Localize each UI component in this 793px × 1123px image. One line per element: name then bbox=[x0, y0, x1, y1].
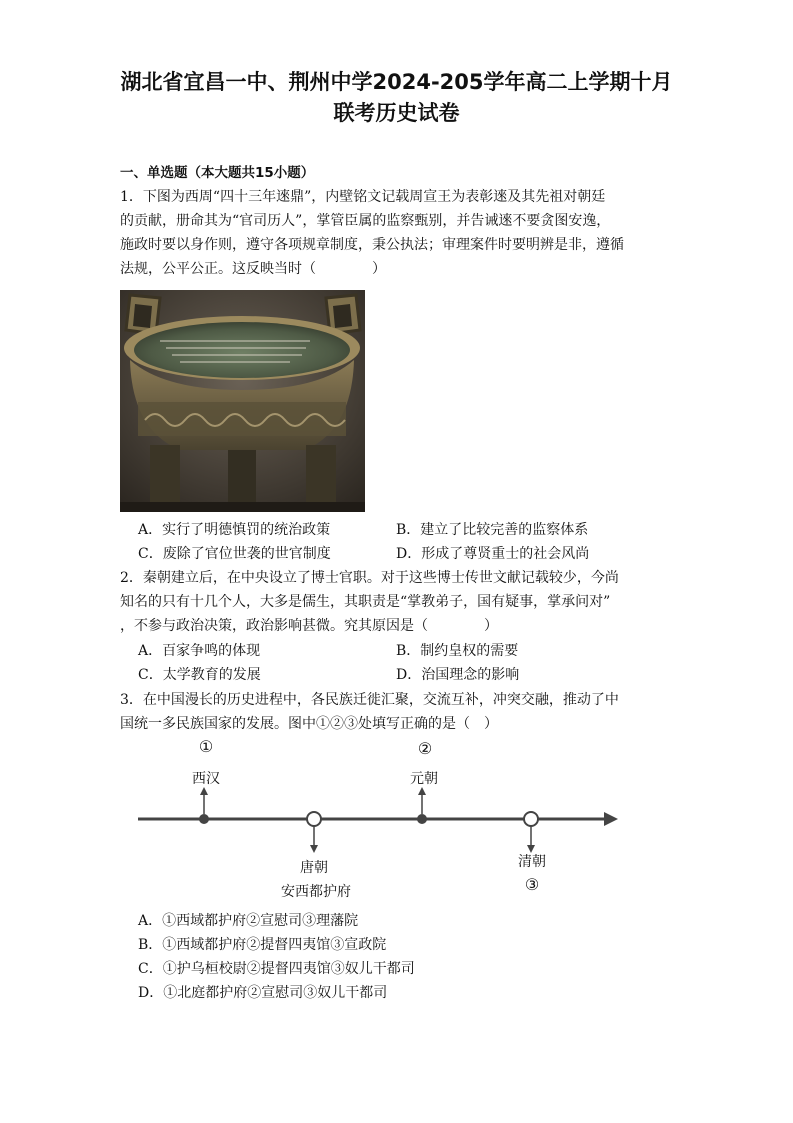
exam-title-line1: 湖北省宜昌一中、荆州中学2024-205学年高二上学期十月 bbox=[120, 70, 673, 94]
timeline-marker-1: ① bbox=[198, 737, 214, 756]
question-3-line: 3．在中国漫长的历史进程中，各民族迁徙汇聚，交流互补，冲突交融，推动了中 bbox=[120, 692, 619, 708]
timeline-arrowhead bbox=[604, 812, 618, 826]
timeline-label-anxi: 安西都护府 bbox=[281, 884, 351, 900]
bronze-ding-photo bbox=[120, 290, 365, 512]
timeline-label-xihan: 西汉 bbox=[192, 771, 220, 787]
question-2-line: ，不参与政治决策，政治影响甚微。究其原因是（ ） bbox=[120, 618, 498, 634]
timeline-dot-xihan bbox=[199, 814, 209, 824]
up-arrow-icon bbox=[200, 787, 208, 795]
timeline-circle-qing bbox=[524, 812, 538, 826]
question-1-line: 施政时要以身作则，遵守各项规章制度，秉公执法；审理案件时要明辨是非，遵循 bbox=[120, 237, 624, 253]
up-arrow-icon bbox=[418, 787, 426, 795]
question-2-option-b[interactable]: B．制约皇权的需要 bbox=[396, 643, 519, 659]
question-3-line: 国统一多民族国家的发展。图中①②③处填写正确的是（ ） bbox=[120, 716, 498, 732]
question-1-option-c[interactable]: C．废除了官位世袭的世官制度 bbox=[138, 546, 331, 562]
question-2-option-d[interactable]: D．治国理念的影响 bbox=[396, 667, 520, 683]
question-1-option-b[interactable]: B．建立了比较完善的监察体系 bbox=[396, 522, 589, 538]
down-arrow-icon bbox=[310, 845, 318, 853]
timeline-label-qing: 清朝 bbox=[518, 854, 546, 870]
question-3-option-b[interactable]: B．①西域都护府②提督四夷馆③宣政院 bbox=[138, 937, 387, 953]
timeline-marker-3: ③ bbox=[524, 875, 540, 894]
question-2-line: 知名的只有十几个人，大多是儒生，其职责是“掌教弟子，国有疑事，掌承问对” bbox=[120, 594, 611, 610]
question-1-line: 法规，公平公正。这反映当时（ ） bbox=[120, 261, 386, 277]
timeline-circle-tang bbox=[307, 812, 321, 826]
dynasty-timeline bbox=[120, 735, 640, 905]
section-heading: 一、单选题（本大题共15小题） bbox=[120, 165, 315, 181]
timeline-drawing bbox=[120, 735, 640, 905]
question-1-option-a[interactable]: A．实行了明德慎罚的统治政策 bbox=[138, 522, 331, 538]
question-2-option-a[interactable]: A．百家争鸣的体现 bbox=[138, 643, 261, 659]
question-3-stem bbox=[120, 688, 680, 736]
question-2-option-c[interactable]: C．太学教育的发展 bbox=[138, 667, 261, 683]
question-3-option-c[interactable]: C．①护乌桓校尉②提督四夷馆③奴儿干都司 bbox=[138, 961, 415, 977]
exam-title-line2: 联考历史试卷 bbox=[333, 101, 460, 125]
question-3-option-a[interactable]: A．①西域都护府②宣慰司③理藩院 bbox=[138, 913, 359, 929]
timeline-label-yuan: 元朝 bbox=[410, 771, 438, 787]
bronze-ding-illustration bbox=[120, 290, 365, 512]
question-1-option-d[interactable]: D．形成了尊贤重士的社会风尚 bbox=[396, 546, 590, 562]
question-1-stem bbox=[120, 185, 680, 281]
question-1-line: 的贡献，册命其为“官司历人”，掌管臣属的监察甄别，并告诫逨不要贪图安逸， bbox=[120, 213, 611, 229]
question-1-line: 1．下图为西周“四十三年逨鼎”，内壁铭文记载周宣王为表彰逨及其先祖对朝廷 bbox=[120, 189, 606, 205]
timeline-marker-2: ② bbox=[417, 739, 433, 758]
question-2-stem bbox=[120, 566, 680, 638]
question-2-line: 2．秦朝建立后，在中央设立了博士官职。对于这些博士传世文献记载较少，今尚 bbox=[120, 570, 619, 586]
timeline-label-tang: 唐朝 bbox=[300, 860, 328, 876]
question-3-option-d[interactable]: D．①北庭都护府②宣慰司③奴儿干都司 bbox=[138, 985, 388, 1001]
timeline-dot-yuan bbox=[417, 814, 427, 824]
